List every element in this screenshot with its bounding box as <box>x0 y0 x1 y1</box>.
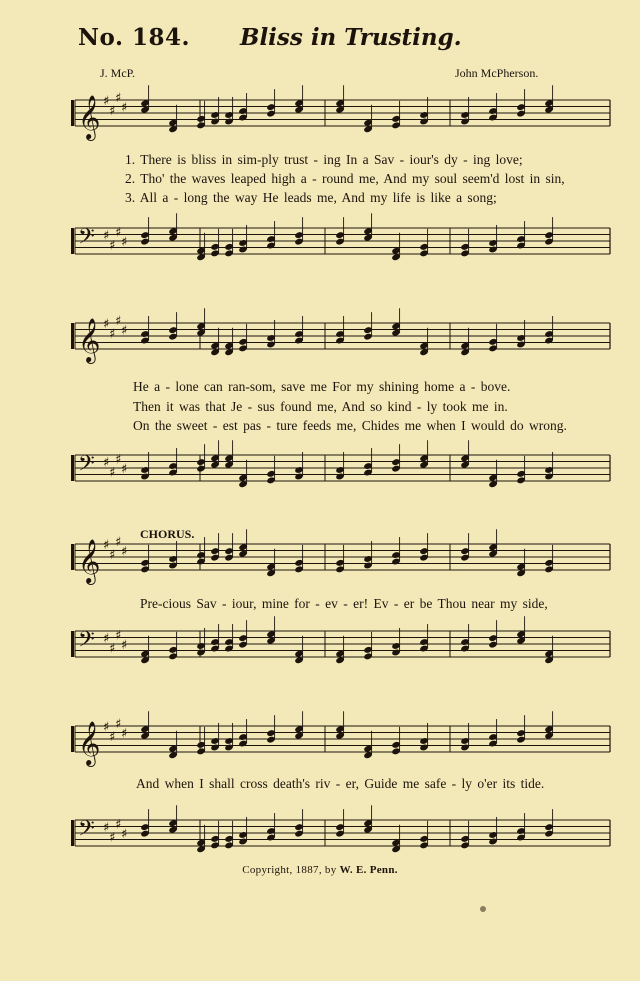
sharp-icon: ♯ <box>109 830 116 846</box>
sharp-icon: ♯ <box>109 465 116 481</box>
composer-credit: John McPherson. <box>455 66 539 80</box>
bass-clef-icon: 𝄢 <box>78 224 95 255</box>
sharp-icon: ♯ <box>109 238 116 254</box>
bass-staff-system-3 <box>0 623 640 683</box>
copyright-line <box>0 864 640 876</box>
bass-staff-system-1 <box>0 220 640 280</box>
sharp-icon: ♯ <box>121 827 128 842</box>
treble-staff-system-2 <box>0 315 640 375</box>
sharp-icon: ♯ <box>121 100 128 116</box>
treble-clef-icon: 𝄞 <box>78 95 101 139</box>
sharp-icon: ♯ <box>103 94 110 109</box>
sharp-icon: ♯ <box>121 544 128 560</box>
sharp-icon: ♯ <box>121 235 128 250</box>
sharp-icon: ♯ <box>121 726 128 742</box>
sharp-icon: ♯ <box>103 228 110 244</box>
bass-clef-icon: 𝄢 <box>78 451 95 482</box>
sharp-icon: ♯ <box>121 638 128 653</box>
treble-clef-icon: 𝄞 <box>78 318 101 362</box>
lyric-line: And when I shall cross death's riv - er, Guide me safe - ly o'er its tide. <box>136 776 545 791</box>
sharp-icon: ♯ <box>103 631 110 647</box>
lyricist-credit: J. McP. <box>100 66 136 80</box>
bass-clef-icon: 𝄢 <box>78 627 95 658</box>
sharp-icon: ♯ <box>121 323 128 339</box>
sharp-icon: ♯ <box>115 628 122 644</box>
sharp-icon: ♯ <box>103 538 110 553</box>
lyric-line: On the sweet - est pas - ture feeds me, Chides me when I would do wrong. <box>133 418 567 433</box>
treble-staff-system-4 <box>0 718 640 778</box>
sharp-icon: ♯ <box>115 90 122 106</box>
paper-spot <box>480 906 486 912</box>
copyright-holder: W. E. Penn. <box>339 864 398 876</box>
lyric-line: He a - lone can ran-som, save me For my shining home a - bove. <box>133 379 511 394</box>
hymn-title: Bliss in Trusting. <box>240 24 462 51</box>
sharp-icon: ♯ <box>115 534 122 550</box>
copyright-prefix: Copyright, 1887, by <box>242 864 337 876</box>
bass-clef-icon: 𝄢 <box>78 816 95 847</box>
lyric-line: 3. All a - long the way He leads me, And my life is like a song; <box>125 190 497 205</box>
sharp-icon: ♯ <box>103 455 110 471</box>
lyric-line: Pre-cious Sav - iour, mine for - ev - er! Ev - er be Thou near my side, <box>140 596 548 611</box>
treble-clef-icon: 𝄞 <box>78 721 101 765</box>
sharp-icon: ♯ <box>109 641 116 657</box>
hymn-number: No. 184. <box>78 24 190 51</box>
sharp-icon: ♯ <box>115 452 122 468</box>
sharp-icon: ♯ <box>115 313 122 329</box>
treble-staff-system-1 <box>0 92 640 152</box>
sharp-icon: ♯ <box>109 326 116 342</box>
sharp-icon: ♯ <box>109 729 116 745</box>
lyric-line: Then it was that Je - sus found me, And so kind - ly took me in. <box>133 399 508 414</box>
chorus-label: CHORUS. <box>140 527 195 541</box>
sharp-icon: ♯ <box>109 547 116 563</box>
sharp-icon: ♯ <box>109 103 116 119</box>
sharp-icon: ♯ <box>103 820 110 836</box>
bass-staff-system-2 <box>0 447 640 507</box>
sharp-icon: ♯ <box>115 225 122 241</box>
treble-clef-icon: 𝄞 <box>78 539 101 583</box>
sharp-icon: ♯ <box>121 462 128 477</box>
bass-staff-system-4 <box>0 812 640 872</box>
sharp-icon: ♯ <box>115 817 122 833</box>
treble-staff-system-3 <box>0 536 640 596</box>
sharp-icon: ♯ <box>115 716 122 732</box>
sharp-icon: ♯ <box>103 720 110 735</box>
sharp-icon: ♯ <box>103 317 110 332</box>
lyric-line: 1. There is bliss in sim-ply trust - ing In a Sav - iour's dy - ing love; <box>125 152 523 167</box>
lyric-line: 2. Tho' the waves leaped high a - round me, And my soul seem'd lost in sin, <box>125 171 565 186</box>
